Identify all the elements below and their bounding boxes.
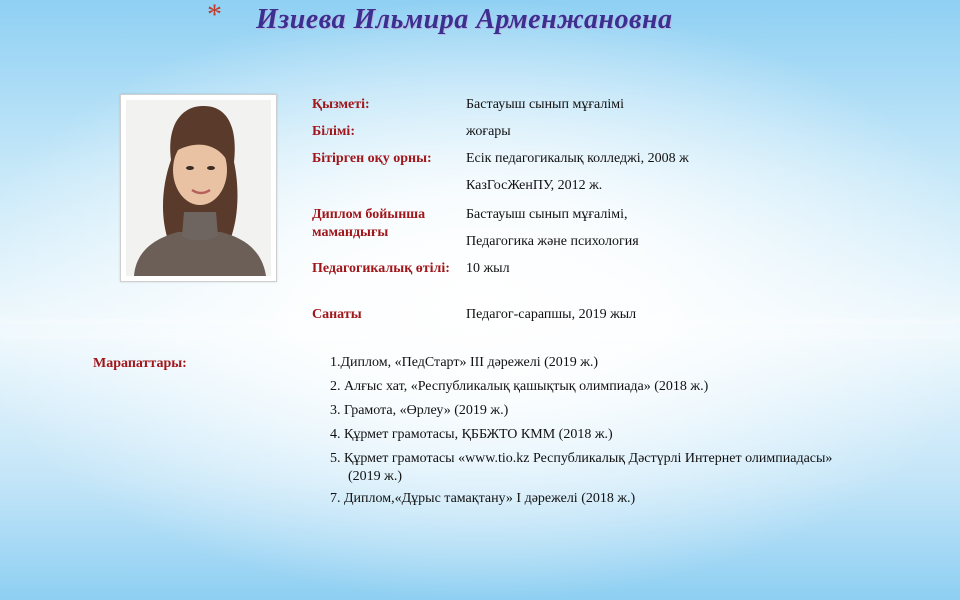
- title-bullet: *: [207, 0, 222, 31]
- title-area: [0, 2, 960, 42]
- award-item: 5. Құрмет грамотасы «www.tio.kz Республикалық Дәстүрлі Интернет олимпиадасы» (2019 ж.): [330, 451, 833, 484]
- info-value: Бастауыш сынып мұғалімі: [466, 97, 625, 112]
- award-item: 3. Грамота, «Өрлеу» (2019 ж.): [330, 403, 509, 418]
- info-value: жоғары: [466, 124, 511, 139]
- background-streak: [0, 335, 960, 338]
- info-label: Білімі:: [312, 124, 355, 139]
- award-item: 7. Диплом,«Дұрыс тамақтану» І дәрежелі (2018 ж.): [330, 491, 636, 506]
- portrait-image: [126, 100, 271, 276]
- info-value: Педагог-сарапшы, 2019 жыл: [466, 307, 637, 322]
- info-value: Педагогика және психология: [466, 234, 639, 249]
- info-value: КазГосЖенПУ, 2012 ж.: [466, 178, 603, 193]
- info-label: Диплом бойынша мамандығы: [312, 207, 426, 240]
- info-label: Қызметі:: [312, 97, 370, 112]
- info-label: Педагогикалық өтілі:: [312, 261, 450, 276]
- info-label: Санаты: [312, 307, 362, 322]
- award-item: 1.Диплом, «ПедСтарт» ІІІ дәрежелі (2019 ж.): [330, 355, 599, 370]
- award-item: 4. Құрмет грамотасы, ҚББЖТО КММ (2018 ж.): [330, 427, 613, 442]
- portrait-photo: [120, 94, 277, 282]
- info-label: Бітірген оқу орны:: [312, 151, 432, 166]
- award-item: 2. Алғыс хат, «Республикалық қашықтық олимпиада» (2018 ж.): [330, 379, 709, 394]
- info-value: 10 жыл: [466, 261, 510, 276]
- info-value: Бастауыш сынып мұғалімі,: [466, 207, 628, 222]
- page-title: Изиева Ильмира Арменжановна: [256, 4, 673, 35]
- info-value: Есік педагогикалық колледжі, 2008 ж: [466, 151, 689, 166]
- awards-label: Марапаттары:: [93, 356, 187, 371]
